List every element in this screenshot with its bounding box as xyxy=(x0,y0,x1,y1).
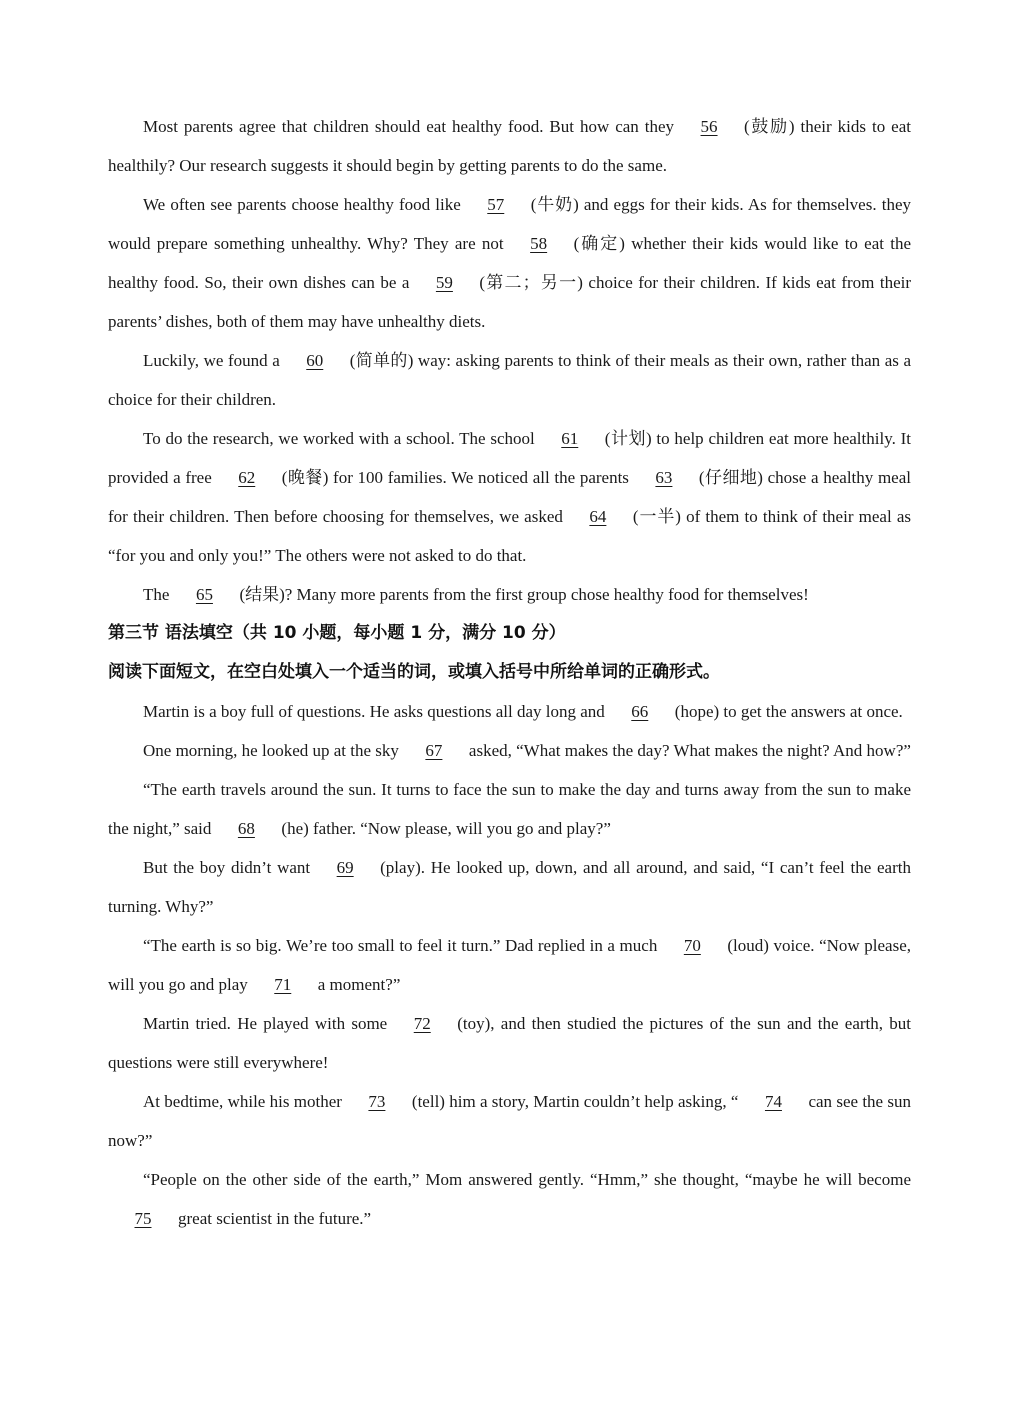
passage-paragraph xyxy=(108,926,911,1004)
passage-text: Martin tried. He played with some xyxy=(143,1014,388,1033)
passage-text: One morning, he looked up at the sky xyxy=(143,741,399,760)
passage-paragraph xyxy=(108,107,911,185)
answer-blank-67[interactable]: 67 xyxy=(425,741,443,760)
passage-text: But the boy didn’t want xyxy=(143,858,311,877)
passage-text: Martin is a boy full of questions. He asks questions all day long and xyxy=(143,702,605,721)
grammar-cloze-section xyxy=(108,692,911,1238)
passage-text: (toy), and then studied the pictures of the sun and the earth, but questions were still everywhere! xyxy=(108,1014,911,1072)
passage-text: great scientist in the future.” xyxy=(178,1209,372,1228)
passage-text: (一半) of them to think of their meal as “for you and only you!” The others were not asked to do that. xyxy=(108,507,911,565)
passage-text: (tell) him a story, Martin couldn’t help asking, “ xyxy=(411,1092,739,1111)
passage-text: (晚餐) for 100 families. We noticed all the parents xyxy=(281,468,629,487)
answer-blank-70[interactable]: 70 xyxy=(683,936,701,955)
passage-text: asked, “What makes the day? What makes the night? And how?” xyxy=(468,741,911,760)
reading-cloze-section xyxy=(108,107,911,614)
passage-paragraph xyxy=(108,419,911,575)
passage-text: (仔细地) chose a healthy meal for their children. Then before choosing for themselves, we asked xyxy=(108,468,911,526)
answer-blank-73[interactable]: 73 xyxy=(368,1092,386,1111)
passage-paragraph xyxy=(108,1004,911,1082)
answer-blank-68[interactable]: 68 xyxy=(237,819,255,838)
passage-text: At bedtime, while his mother xyxy=(143,1092,342,1111)
answer-blank-63[interactable]: 63 xyxy=(655,468,673,487)
passage-text: Luckily, we found a xyxy=(143,351,280,370)
passage-paragraph xyxy=(108,1160,911,1238)
passage-text: To do the research, we worked with a school. The school xyxy=(143,429,535,448)
passage-paragraph xyxy=(108,770,911,848)
answer-blank-59[interactable]: 59 xyxy=(435,273,453,292)
passage-text: “People on the other side of the earth,” Mom answered gently. “Hmm,” she thought, “maybe he will become xyxy=(143,1170,911,1189)
passage-paragraph xyxy=(108,731,911,770)
passage-text: (确定) whether their kids would like to eat the healthy food. So, their own dishes can be a xyxy=(108,234,911,292)
passage-paragraph xyxy=(108,575,911,614)
answer-blank-75[interactable]: 75 xyxy=(134,1209,152,1228)
answer-blank-74[interactable]: 74 xyxy=(764,1092,782,1111)
passage-text: can see the sun now?” xyxy=(108,1092,911,1150)
answer-blank-57[interactable]: 57 xyxy=(487,195,505,214)
passage-text: (结果)? Many more parents from the first group chose healthy food for themselves! xyxy=(239,585,809,604)
passage-text: (hope) to get the answers at once. xyxy=(674,702,903,721)
passage-paragraph xyxy=(108,692,911,731)
answer-blank-72[interactable]: 72 xyxy=(413,1014,431,1033)
answer-blank-65[interactable]: 65 xyxy=(195,585,213,604)
answer-blank-62[interactable]: 62 xyxy=(238,468,256,487)
passage-text: (play). He looked up, down, and all around, and said, “I can’t feel the earth turning. Why?” xyxy=(108,858,911,916)
answer-blank-69[interactable]: 69 xyxy=(336,858,354,877)
passage-paragraph xyxy=(108,1082,911,1160)
answer-blank-66[interactable]: 66 xyxy=(631,702,649,721)
passage-text: (he) father. “Now please, will you go and play?” xyxy=(281,819,611,838)
section3-heading: 第三节 语法填空（共 10 小题，每小题 1 分，满分 10 分） xyxy=(108,623,566,643)
answer-blank-61[interactable]: 61 xyxy=(561,429,579,448)
passage-text: “The earth travels around the sun. It turns to face the sun to make the day and turns away from the sun to make the night,” said xyxy=(108,780,911,838)
passage-text: (简单的) way: asking parents to think of their meals as their own, rather than as a choice for their children. xyxy=(108,351,911,409)
passage-text: Most parents agree that children should eat healthy food. But how can they xyxy=(143,117,675,136)
passage-text: (计划) to help children eat more healthily. It provided a free xyxy=(108,429,911,487)
passage-paragraph xyxy=(108,185,911,341)
passage-text: We often see parents choose healthy food like xyxy=(143,195,461,214)
answer-blank-60[interactable]: 60 xyxy=(306,351,324,370)
section3-instruction: 阅读下面短文，在空白处填入一个适当的词，或填入括号中所给单词的正确形式。 xyxy=(108,662,720,682)
answer-blank-64[interactable]: 64 xyxy=(589,507,607,526)
passage-text: (loud) voice. “Now please, will you go and play xyxy=(108,936,911,994)
answer-blank-56[interactable]: 56 xyxy=(700,117,718,136)
passage-text: The xyxy=(143,585,170,604)
passage-text: (第二；另一) choice for their children. If kids eat from their parents’ dishes, both of them may have unhealthy diets. xyxy=(108,273,912,331)
answer-blank-58[interactable]: 58 xyxy=(530,234,548,253)
answer-blank-71[interactable]: 71 xyxy=(274,975,292,994)
passage-text: a moment?” xyxy=(317,975,401,994)
passage-text: (鼓励) their kids to eat healthily? Our research suggests it should begin by getting parents to do the same. xyxy=(108,117,911,175)
passage-text: (牛奶) and eggs for their kids. As for themselves. they would prepare something unhealthy. Why? They are not xyxy=(108,195,911,253)
passage-paragraph xyxy=(108,341,911,419)
passage-text: “The earth is so big. We’re too small to feel it turn.” Dad replied in a much xyxy=(143,936,658,955)
passage-paragraph xyxy=(108,848,911,926)
